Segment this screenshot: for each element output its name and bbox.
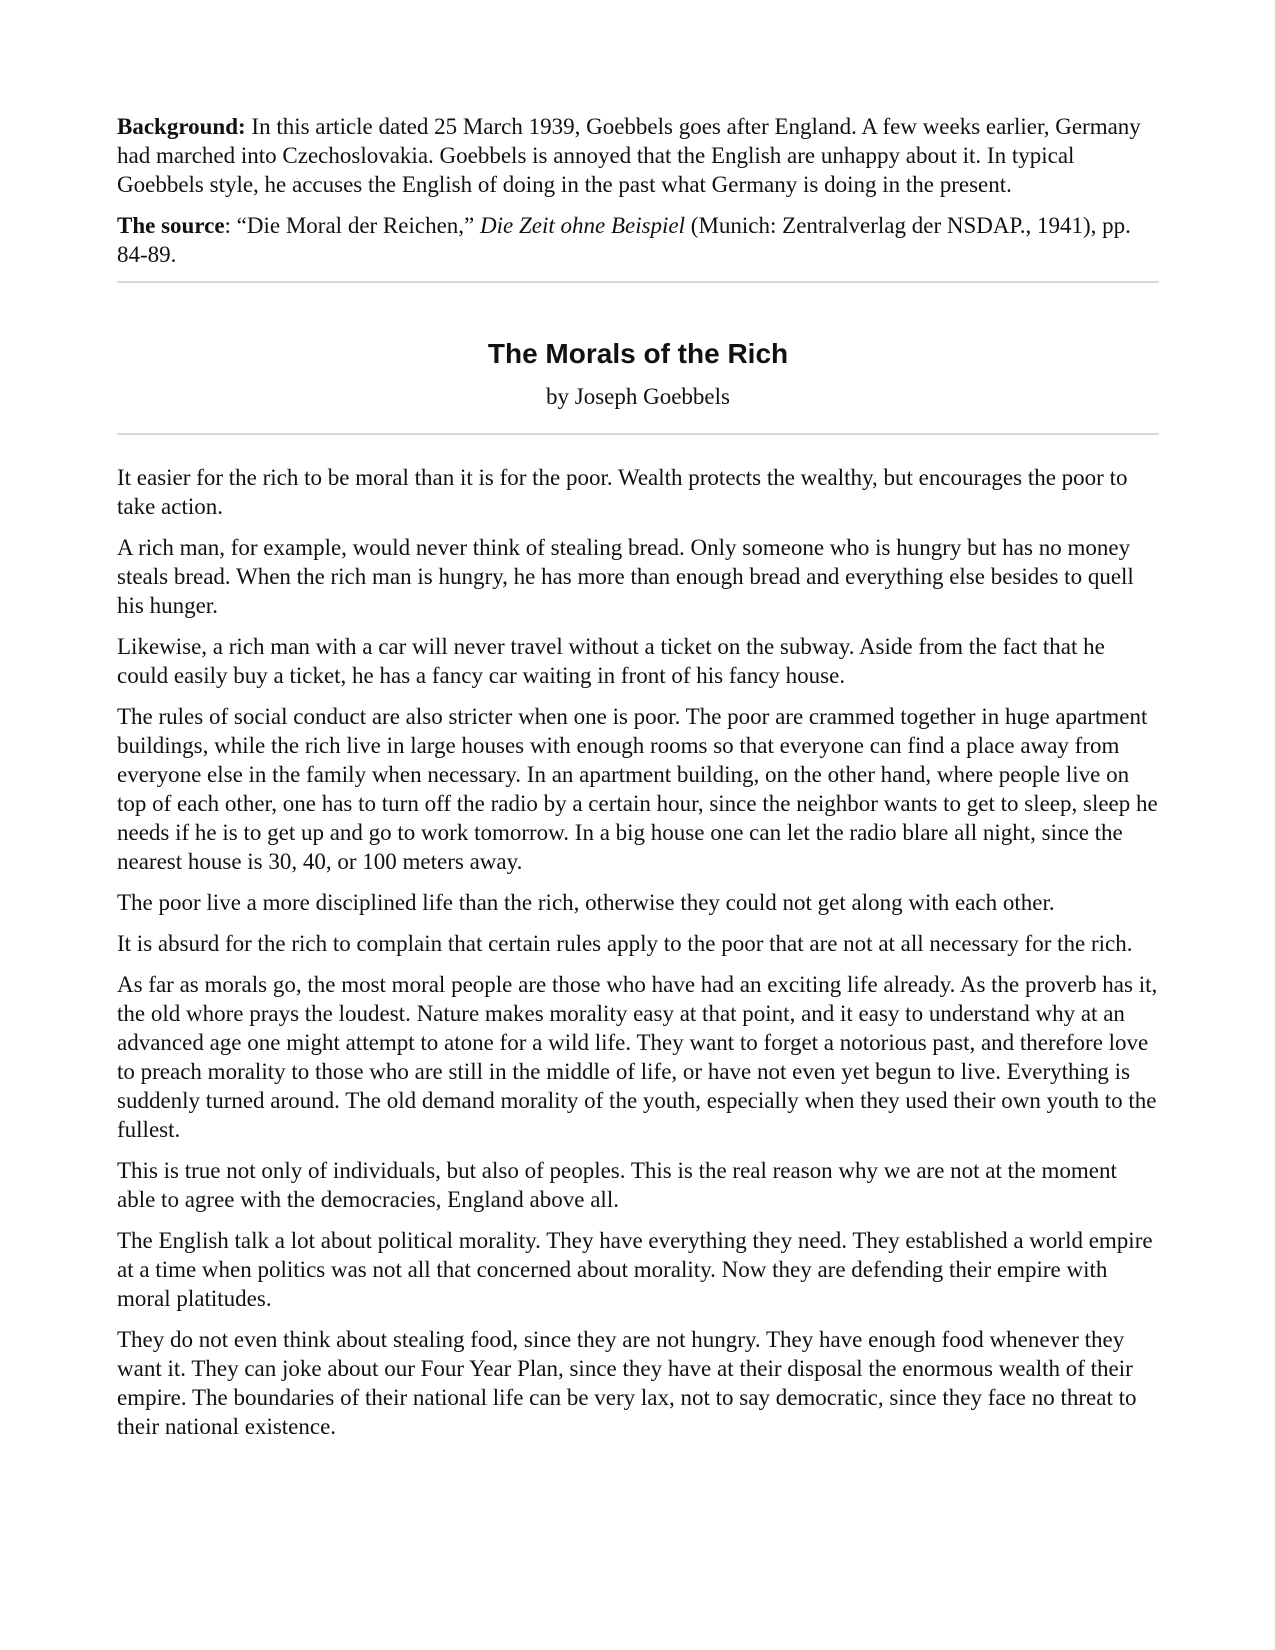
article-byline: by Joseph Goebbels [546,384,730,409]
divider-bottom [117,433,1159,435]
article-paragraph: They do not even think about stealing food, since they are not hungry. They have enough food whenever they want it. They can joke about our Four Year Plan, since they have at their disposal the enormous wealth of their empire. The boundaries of their national life can be very lax, not to say democratic, since they face no threat to their national existence. [117,1327,1137,1439]
background-label: Background: [117,114,246,139]
article-paragraph: It easier for the rich to be moral than it is for the poor. Wealth protects the wealthy, but encourages the poor to take action. [117,465,1128,519]
divider-top [117,281,1159,283]
title-block [117,337,1159,411]
article-paragraph: Likewise, a rich man with a car will never travel without a ticket on the subway. Aside from the fact that he could easily buy a ticket, he has a fancy car waiting in front of his fancy house. [117,634,1105,688]
article-paragraph: The poor live a more disciplined life than the rich, otherwise they could not get along with each other. [117,890,1055,915]
source-text-1: : “Die Moral der Reichen,” [224,213,480,238]
source-text-2: (Munich: Zentralverlag der NSDAP., 1941), pp. 84-89. [117,213,1131,267]
article-paragraph: A rich man, for example, would never think of stealing bread. Only someone who is hungry but has no money steals bread. When the rich man is hungry, he has more than enough bread and everything else besides to quell his hunger. [117,535,1134,618]
article-body [117,463,1159,1441]
document-page [117,112,1159,1453]
source-book-title: Die Zeit ohne Beispiel [480,213,686,238]
article-paragraph: It is absurd for the rich to complain that certain rules apply to the poor that are not at all necessary for the rich. [117,931,1133,956]
article-title: The Morals of the Rich [487,338,789,369]
article-paragraph: This is true not only of individuals, but also of peoples. This is the real reason why we are not at the moment able to agree with the democracies, England above all. [117,1158,1117,1212]
source-paragraph [117,211,1159,269]
article-paragraph: The rules of social conduct are also stricter when one is poor. The poor are crammed together in huge apartment buildings, while the rich live in large houses with enough rooms so that everyone can find a place away from everyone else in the family when necessary. In an apartment building, on the other hand, where people live on top of each other, one has to turn off the radio by a certain hour, since the neighbor wants to get to sleep, sleep he needs if he is to get up and go to work tomorrow. In a big house one can let the radio blare all night, since the nearest house is 30, 40, or 100 meters away. [117,704,1158,874]
source-label: The source [117,213,225,238]
article-paragraph: As far as morals go, the most moral people are those who have had an exciting life already. As the proverb has it, the old whore prays the loudest. Nature makes morality easy at that point, and it easy to understand why at an advanced age one might attempt to atone for a wild life. They want to forget a notorious past, and therefore love to preach morality to those who are still in the middle of life, or have not even yet begun to live. Everything is suddenly turned around. The old demand morality of the youth, especially when they used their own youth to the fullest. [117,972,1158,1142]
background-paragraph [117,112,1159,199]
article-paragraph: The English talk a lot about political morality. They have everything they need. They established a world empire at a time when politics was not all that concerned about morality. Now they are defending their empire with moral platitudes. [117,1228,1153,1311]
background-text: In this article dated 25 March 1939, Goebbels goes after England. A few weeks earlier, Germany had marched into Czechoslovakia. Goebbels is annoyed that the English are unhappy about it. In typical Goebbels style, he accuses the English of doing in the past what Germany is doing in the present. [117,114,1141,197]
